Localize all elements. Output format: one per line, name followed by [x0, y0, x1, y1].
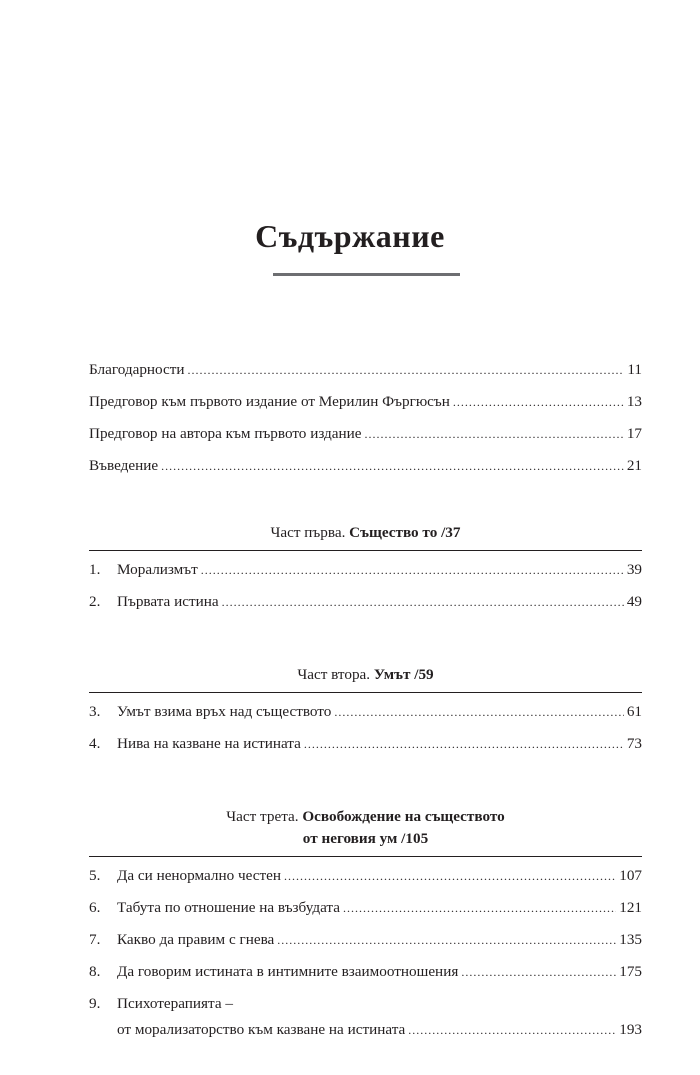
chapter-number: 4.: [89, 735, 101, 752]
toc-chapter[interactable]: [89, 866, 642, 898]
chapter-title: Табута по отношение на възбудата: [117, 899, 340, 916]
toc-chapter[interactable]: [89, 962, 642, 994]
chapter-number: 8.: [89, 963, 101, 980]
dot-leader: [188, 360, 625, 380]
part-label: Част втора.: [297, 666, 371, 683]
dot-leader: [277, 930, 616, 950]
chapter-number: 9.: [89, 995, 101, 1012]
chapter-number: 1.: [89, 561, 101, 578]
chapter-title-continued: от морализаторство към казване на истината: [117, 1021, 406, 1038]
part-name: Освобождение на съществото: [302, 808, 505, 825]
chapter-page: 107: [619, 867, 642, 884]
toc-chapter[interactable]: [89, 930, 642, 962]
toc-entry-title: Предговор на автора към първото издание: [89, 425, 362, 442]
toc-entry-title: Въведение: [89, 457, 159, 474]
chapter-page: 175: [619, 963, 642, 980]
chapter-title: Какво да правим с гнева: [117, 931, 275, 948]
toc-chapter[interactable]: [89, 592, 642, 624]
part-divider: [89, 856, 642, 857]
chapter-number: 2.: [89, 593, 101, 610]
dot-leader: [365, 424, 624, 444]
toc-entry-page: 21: [626, 457, 642, 474]
chapter-number: 7.: [89, 931, 101, 948]
part-name: Умът /59: [373, 666, 434, 683]
chapter-page: 49: [626, 593, 642, 610]
toc-entry-page: 17: [626, 425, 642, 442]
dot-leader: [453, 392, 624, 412]
part-name-continued: от неговия ум /105: [302, 830, 429, 847]
dot-leader: [304, 734, 624, 754]
chapter-number: 5.: [89, 867, 101, 884]
dot-leader: [284, 866, 616, 886]
toc-entry-title: Предговор към първото издание от Мерилин Фъргюсън: [89, 393, 450, 410]
toc-entry[interactable]: [89, 392, 642, 424]
part-name: Същество то /37: [349, 524, 461, 541]
part-label: Част трета.: [226, 808, 299, 825]
dot-leader: [461, 962, 616, 982]
title-underline: [273, 273, 460, 276]
dot-leader: [334, 702, 623, 722]
toc-chapter[interactable]: [89, 734, 642, 766]
toc-chapter[interactable]: [89, 702, 642, 734]
toc-entry-page: 11: [627, 361, 642, 378]
toc-chapter[interactable]: [89, 898, 642, 930]
dot-leader: [222, 592, 624, 612]
chapter-page: 73: [626, 735, 642, 752]
dot-leader: [161, 456, 624, 476]
chapter-title: Психотерапията –: [117, 995, 233, 1012]
dot-leader: [408, 1020, 616, 1040]
part-heading: [89, 522, 642, 544]
chapter-page: 61: [626, 703, 642, 720]
toc-entry[interactable]: [89, 424, 642, 456]
toc-chapter-continued[interactable]: [89, 1020, 642, 1052]
page-title: Съдържание: [255, 218, 445, 254]
chapter-title: Нива на казване на истината: [117, 735, 301, 752]
chapter-title: Умът взима връх над съществото: [117, 703, 332, 720]
chapter-number: 6.: [89, 899, 101, 916]
part-divider: [89, 692, 642, 693]
dot-leader: [343, 898, 616, 918]
table-of-contents: [89, 360, 642, 1052]
toc-chapter[interactable]: [89, 560, 642, 592]
part-heading: [89, 806, 642, 850]
chapter-page: 121: [619, 899, 642, 916]
dot-leader: [201, 560, 624, 580]
toc-entry-title: Благодарности: [89, 361, 185, 378]
chapter-title: Да си ненормално честен: [117, 867, 281, 884]
part-label: Част първа.: [270, 524, 346, 541]
part-divider: [89, 550, 642, 551]
chapter-title: Да говорим истината в интимните взаимоотношения: [117, 963, 459, 980]
toc-entry[interactable]: [89, 456, 642, 488]
chapter-title: Морализмът: [117, 561, 198, 578]
chapter-page: 193: [619, 1021, 642, 1038]
toc-entry[interactable]: [89, 360, 642, 392]
chapter-page: 39: [626, 561, 642, 578]
toc-chapter[interactable]: [89, 994, 642, 1020]
chapter-page: 135: [619, 931, 642, 948]
part-heading: [89, 664, 642, 686]
chapter-title: Първата истина: [117, 593, 219, 610]
chapter-number: 3.: [89, 703, 101, 720]
toc-entry-page: 13: [626, 393, 642, 410]
